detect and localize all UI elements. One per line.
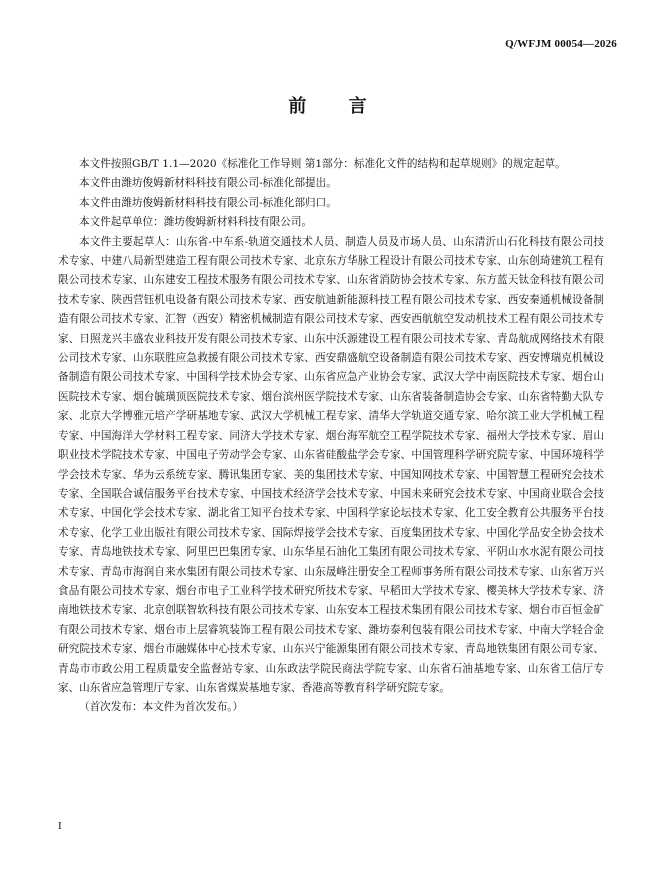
paragraph-main-drafters: 本文件主要起草人：山东省-中车系-轨道交通技术人员、制造人员及市场人员、山东清沂山石化科技有限公司技术专家、中建八局新型建造工程有限公司技术专家、北京东方华脉工程设计有限公司技术专家、山东创琦建筑工程有限公司技术专家、山东建安工程技术服务有限公司技术专家、山东省消防协会技术专家、东方蓝天钛金科技有限公司技术专家、陕西营钰机电设备有限公司技术专家、西安航迪新能源科技工程有限公司技术专家、西安秦通机械设备制造有限公司技术专家、汇智（西安）精密机械制造有限公司技术专家、西安西航航空发动机技术工程有限公司技术专家、日照龙兴丰盛农业科技开发有限公司技术专家、山东中沃源建设工程有限公司技术专家、青岛航成网络技术有限公司技术专家、山东联胜应急救援有限公司技术专家、西安鼎盛航空设备制造有限公司技术专家、西安博瑞克机械设备制造有限公司技术专家、中国科学技术协会专家、山东省应急产业协会专家、武汉大学中南医院技术专家、烟台山医院技术专家、烟台毓璜顶医院技术专家、烟台滨州医学院技术专家、山东省装备制造协会专家、山东省特勤大队专家、北京大学博雅元培产学研基地专家、武汉大学机械工程专家、清华大学轨道交通专家、哈尔滨工业大学机械工程专家、中国海洋大学材料工程专家、同济大学技术专家、烟台海军航空工程学院技术专家、福州大学技术专家、眉山职业技术学院技术专家、中国电子劳动学会专家、山东省硅酸盐学会专家、中国管理科学研究院专家、中国环境科学学会技术专家、华为云系统专家、腾讯集团专家、美的集团技术专家、中国知网技术专家、中国智慧工程研究会技术专家、全国联合诚信服务平台技术专家、中国技术经济学会技术专家、中国未来研究会技术专家、中国商业联合会技术专家、中国化学会技术专家、湖北省工知平台技术专家、中国科学家论坛技术专家、化工安全教育公共服务平台技术专家、化学工业出版社有限公司技术专家、国际焊接学会技术专家、百度集团技术专家、中国化学品安全协会技术专家、青岛地铁技术专家、阿里巴巴集团专家、山东华星石油化工集团有限公司技术专家、平阴山水水泥有限公司技术专家、青岛市海润自来水集团有限公司技术专家、山东晟峰注册安全工程师事务所有限公司技术专家、山东省万兴食品有限公司技术专家、烟台市电子工业科学技术研究所技术专家、早稻田大学技术专家、樱美林大学技术专家、济南地铁技术专家、北京创联智软科技有限公司技术专家、山东安本工程技术集团有限公司技术专家、烟台市百恒金矿有限公司技术专家、烟台市上层睿筑装饰工程有限公司技术专家、潍坊泰利包装有限公司技术专家、中南大学轻合金研究院技术专家、烟台市融媒体中心技术专家、山东兴宁能源集团有限公司技术专家、青岛地铁集团有限公司专家、青岛市市政公用工程质量安全监督站专家、山东政法学院民商法学院专家、山东省石油基地专家、山东省工信厅专家、山东省应急管理厅专家、山东省煤炭基地专家、香港高等教育科学研究院专家。 <box>58 235 604 694</box>
paragraph-proposed-by: 本文件由潍坊俊姆新材料科技有限公司-标准化部提出。 <box>79 177 337 190</box>
page-title: 前 言 <box>288 96 385 117</box>
document-code: Q/WFJM 00054—2026 <box>505 38 617 50</box>
paragraph-first-release: （首次发布：本文件为首次发布。） <box>79 701 244 714</box>
paragraph-standard-basis: 本文件按照GB/T 1.1—2020《标准化工作导则 第1部分：标准化文件的结构和起草规则》的规定起草。 <box>79 158 566 170</box>
paragraph-drafting-unit: 本文件起草单位：潍坊俊姆新材料科技有限公司。 <box>79 216 313 229</box>
preface-body <box>58 155 604 718</box>
paragraph-centralized-by: 本文件由潍坊俊姆新材料科技有限公司-标准化部归口。 <box>79 196 337 209</box>
page-number: I <box>58 820 62 832</box>
